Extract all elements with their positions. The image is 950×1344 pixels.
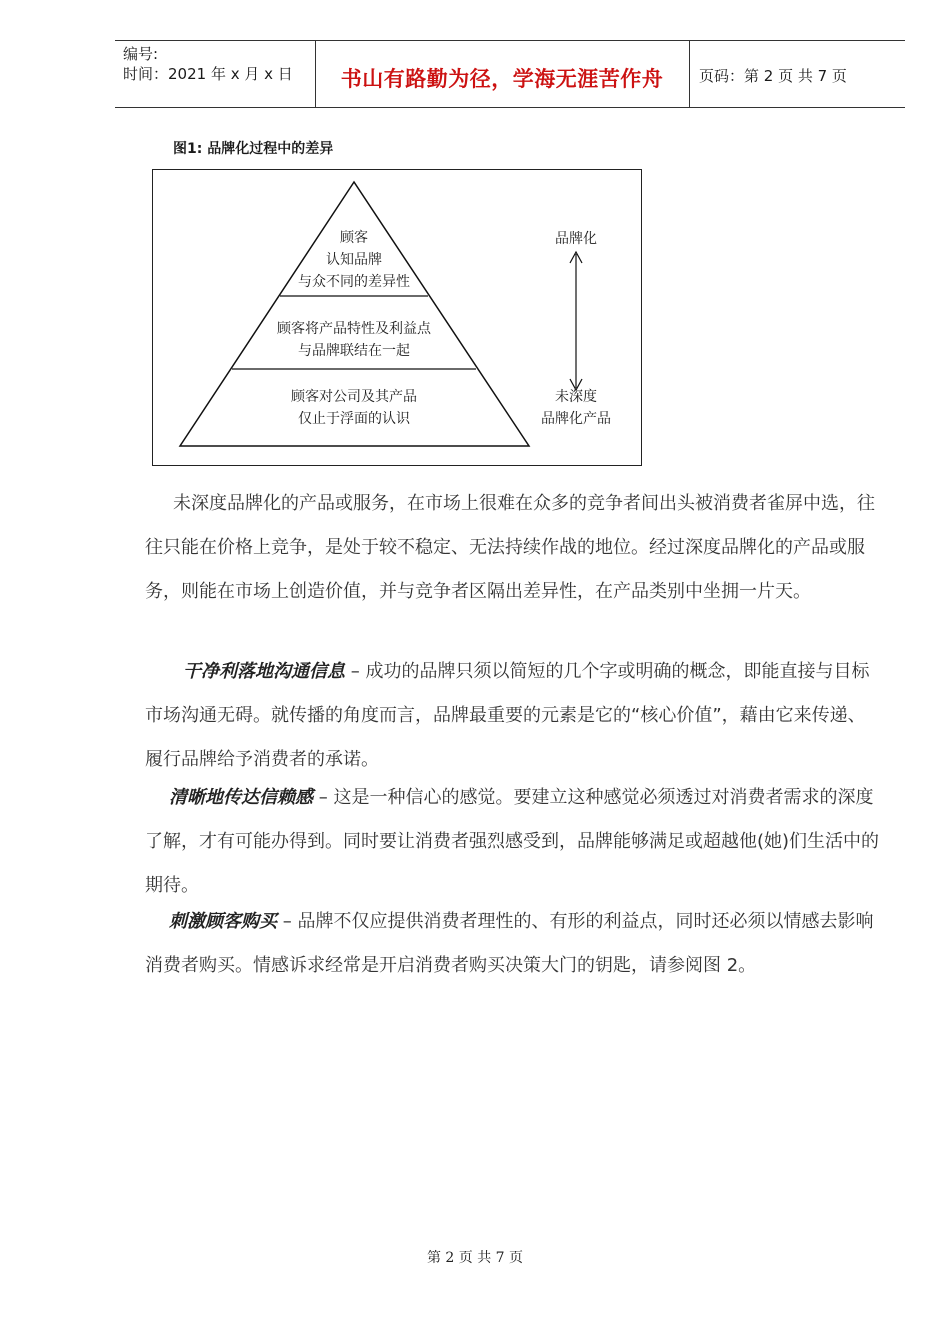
figure-pyramid-diagram: [152, 169, 642, 466]
paragraph-text: – 品牌不仅应提供消费者理性的、有形的利益点，同时还必须以情感去影响消费者购买。情感诉求经常是开启消费者购买决策大门的钥匙，请参阅图 2。: [145, 911, 874, 976]
pyramid-bottom-line: 顾客对公司及其产品: [291, 389, 417, 405]
pyramid-middle-text: [234, 318, 474, 362]
body-paragraph: [145, 650, 880, 782]
arrow-bottom-label: [531, 386, 621, 430]
page-footer: 第 2 页 共 7 页: [426, 1250, 524, 1266]
pyramid-middle-line: 与品牌联结在一起: [298, 343, 410, 359]
motto: 书山有路勤为径，学海无涯苦作舟: [340, 67, 664, 91]
arrow-bottom-line: 品牌化产品: [541, 411, 611, 427]
paragraph-lead: 干净利落地沟通信息: [183, 661, 345, 682]
pyramid-top-line: 认知品牌: [326, 252, 382, 268]
figure-title: 图1: 品牌化过程中的差异: [173, 141, 334, 157]
pyramid-top-line: 顾客: [340, 230, 368, 246]
document-number: 编号:: [123, 45, 159, 63]
arrow-bottom-line: 未深度: [555, 389, 597, 405]
paragraph-lead: 刺激顾客购买: [169, 911, 277, 932]
pyramid-top-text: [254, 227, 454, 293]
document-date: 时间：2021 年 x 月 x 日: [123, 65, 293, 83]
paragraph-text: 未深度品牌化的产品或服务，在市场上很难在众多的竞争者间出头被消费者雀屏中选，往往只能在价格上竞争，是处于较不稳定、无法持续作战的地位。经过深度品牌化的产品或服务，则能在市场上创造价值，并与竞争者区隔出差异性，在产品类别中坐拥一片天。: [145, 493, 875, 602]
header-motto-cell: [315, 41, 690, 107]
header-meta-cell: [115, 41, 316, 107]
paragraph-text: – 成功的品牌只须以简短的几个字或明确的概念，即能直接与目标市场沟通无碍。就传播的角度而言，品牌最重要的元素是它的“核心价值”，藉由它来传递、履行品牌给予消费者的承诺。: [145, 661, 870, 770]
body-paragraph: [145, 482, 880, 614]
body-paragraph: [145, 900, 880, 988]
header-page-cell: [689, 41, 905, 107]
pyramid-bottom-text: [234, 386, 474, 430]
pyramid-middle-line: 顾客将产品特性及利益点: [277, 321, 431, 337]
paragraph-text: – 这是一种信心的感觉。要建立这种感觉必须透过对消费者需求的深度了解，才有可能办得到。同时要让消费者强烈感受到，品牌能够满足或超越他(她)们生活中的期待。: [145, 787, 880, 896]
pyramid-top-line: 与众不同的差异性: [298, 274, 410, 290]
paragraph-lead: 清晰地传达信赖感: [169, 787, 313, 808]
body-paragraph: [145, 776, 880, 908]
pyramid-bottom-line: 仅止于浮面的认识: [298, 411, 410, 427]
page-number-label: 页码：第 2 页 共 7 页: [699, 67, 847, 85]
arrow-top-label: 品牌化: [555, 231, 597, 247]
page-header: [115, 40, 905, 108]
